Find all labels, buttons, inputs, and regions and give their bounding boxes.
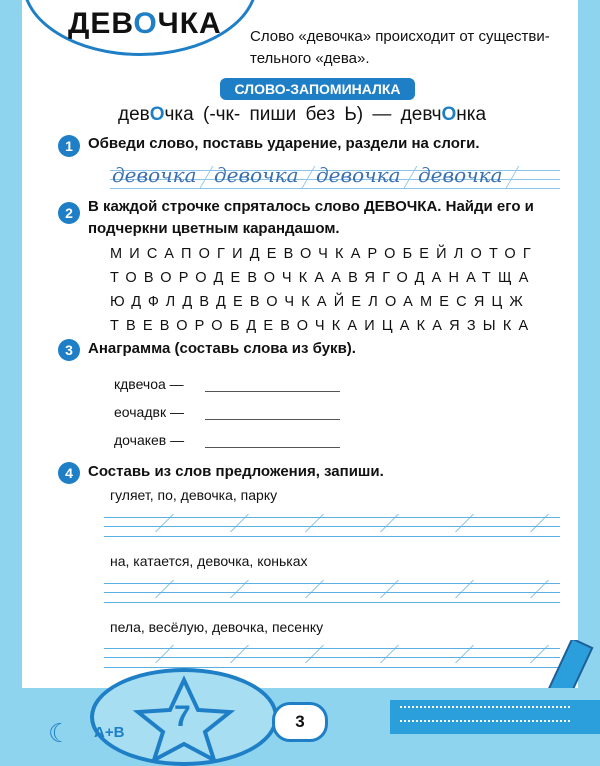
cursive-tracing-row xyxy=(110,163,560,190)
anagram-item: кдвечоа — xyxy=(114,376,184,392)
star-badge xyxy=(90,668,278,766)
curl-icon: ☾ xyxy=(48,718,72,748)
cursive-word[interactable]: девочка xyxy=(316,163,401,187)
task-3-number: 3 xyxy=(58,339,80,361)
task-2-text: В каждой строчке спряталось слово ДЕВОЧКА. Найди его и подчеркни цветным карандашом. xyxy=(88,198,534,237)
answer-line[interactable] xyxy=(205,419,340,420)
writing-lines[interactable] xyxy=(104,514,560,554)
writing-lines[interactable] xyxy=(104,580,560,620)
intro-text: Слово «девочка» происходит от существи-тельного «дева». xyxy=(250,28,550,67)
worksheet-page xyxy=(22,0,578,688)
letter-row[interactable]: МИСАПОГИДЕВОЧКАРОБЕЙЛОТОГ xyxy=(110,246,538,262)
star-digit: 7 xyxy=(174,700,191,733)
task-2-number: 2 xyxy=(58,202,80,224)
cursive-word[interactable]: девочка xyxy=(418,163,503,187)
cursive-word[interactable]: девочка xyxy=(112,163,197,187)
letter-row[interactable]: ТВЕВОРОБДЕВОЧКАИЦАКАЯЗЫКА xyxy=(110,318,536,334)
letter-row[interactable]: ЮДФЛДВДЕВОЧКАЙЕЛОАМЕСЯЦЖ xyxy=(110,294,531,310)
phrase-words: пела, весёлую, девочка, песенку xyxy=(110,619,324,635)
page-title: ДЕВОЧКА xyxy=(68,7,222,40)
cursive-word[interactable]: девочка xyxy=(214,163,299,187)
phrase-words: на, катается, девочка, коньках xyxy=(110,553,308,569)
task-4-number: 4 xyxy=(58,462,80,484)
answer-line[interactable] xyxy=(205,447,340,448)
memo-badge: СЛОВО-ЗАПОМИНАЛКА xyxy=(220,78,415,100)
anagram-item: еочадвк — xyxy=(114,404,184,420)
answer-line[interactable] xyxy=(205,391,340,392)
letter-grid xyxy=(110,246,570,342)
anagram-item: дочакев — xyxy=(114,432,185,448)
task-1-text: Обведи слово, поставь ударение, раздели на слоги. xyxy=(88,135,480,152)
task-4-text: Составь из слов предложения, запиши. xyxy=(88,463,384,480)
task-3-text: Анаграмма (составь слова из букв). xyxy=(88,340,356,357)
math-label: А+В xyxy=(94,724,125,741)
phrase-words: гуляет, по, девочка, парку xyxy=(110,487,278,503)
footer-dots xyxy=(400,706,570,722)
task-1-number: 1 xyxy=(58,135,80,157)
memo-rule: девОчка (-чк- пиши без Ь) — девчОнка xyxy=(118,104,487,125)
letter-row[interactable]: ТОВОРОДЕВОЧКААВЯГОДАНАТЩА xyxy=(110,270,536,286)
page-number: 3 xyxy=(272,702,328,742)
